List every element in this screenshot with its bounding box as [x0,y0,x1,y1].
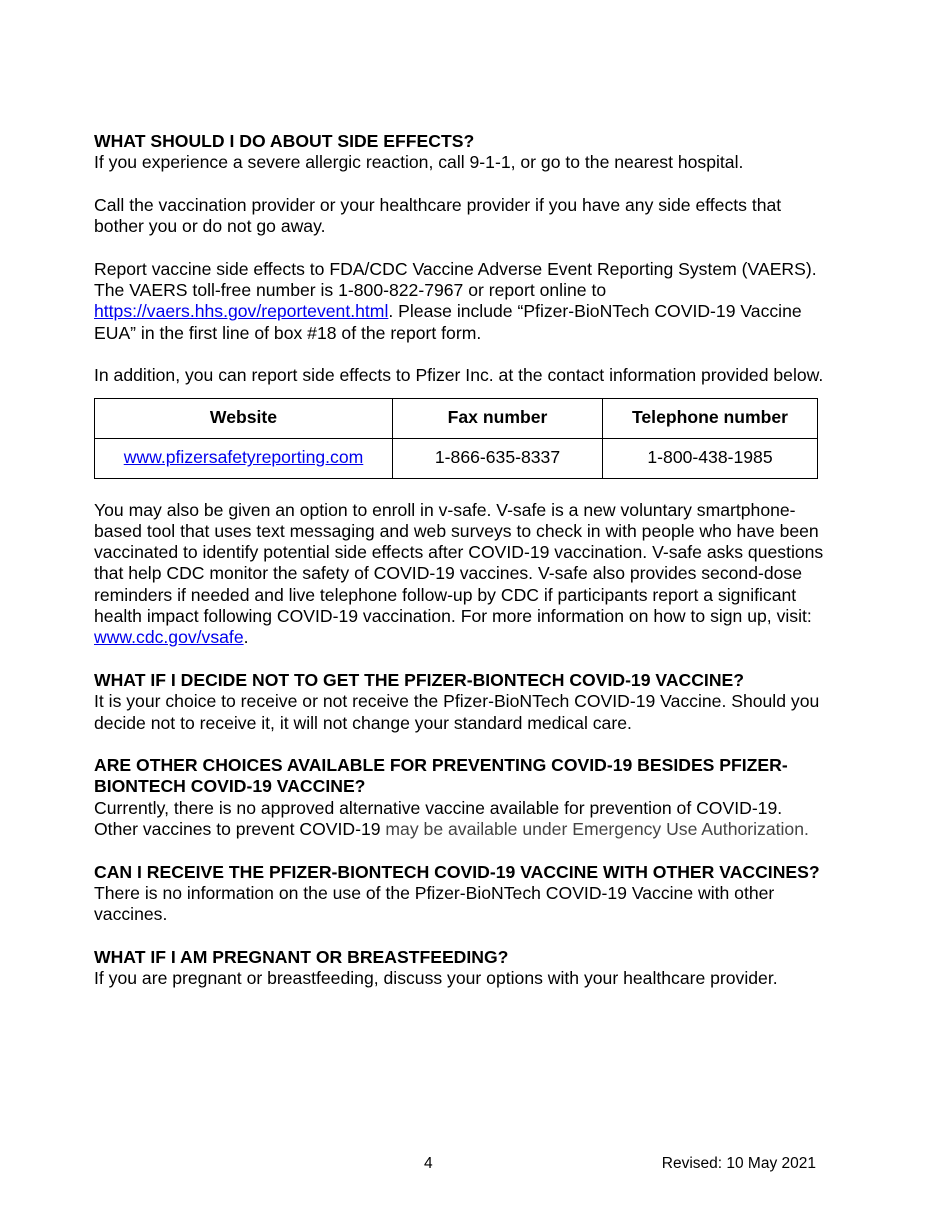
side-effects-vaers-paragraph [94,259,824,344]
contact-table-header-row [95,398,818,438]
other-choices-body-eua: may be available under Emergency Use Authorization. [385,819,809,840]
page-number: 4 [424,1155,433,1172]
contact-header-website: Website [95,398,393,438]
vsafe-paragraph [94,500,824,649]
side-effects-allergic-paragraph: If you experience a severe allergic reaction, call 9-1-1, or go to the nearest hospital. [94,152,744,173]
side-effects-provider-paragraph: Call the vaccination provider or your healthcare provider if you have any side effects that bother you or do not go away. [94,194,782,237]
document-page [94,131,824,989]
pregnant-heading: WHAT IF I AM PREGNANT OR BREASTFEEDING? [94,946,509,967]
contact-table-row [95,438,818,478]
contact-website-cell [95,438,393,478]
vsafe-link[interactable]: www.cdc.gov/vsafe [94,627,244,648]
contact-fax-cell: 1-866-635-8337 [393,438,603,478]
vaers-text-after: . Please include “Pfizer-BioNTech COVID-19 Vaccine EUA” in the first line of box #18 of the report form. [94,301,802,343]
side-effects-heading: WHAT SHOULD I DO ABOUT SIDE EFFECTS? [94,131,475,151]
revised-date: Revised: 10 May 2021 [661,1155,816,1172]
vaers-text-before: Report vaccine side effects to FDA/CDC Vaccine Adverse Event Reporting System (VAERS). The VAERS toll-free number is 1-800-822-7967 or report online to [94,258,817,301]
contact-header-fax: Fax number [393,398,603,438]
vsafe-text: You may also be given an option to enroll in v-safe. V-safe is a new voluntary smartphone-based tool that uses text messaging and web surveys to check in with people who have been vaccinated to identify potential side effects after COVID-19 vaccination. V-safe asks questions that help CDC monitor the safety of COVID-19 vaccines. V-safe also provides second-dose reminders if needed and live telephone follow-up by CDC if participants report a significant health impact following COVID-19 vaccination. For more information on how to sign up, visit: [94,499,824,627]
vaers-report-link[interactable]: https://vaers.hhs.gov/reportevent.html [94,301,389,322]
other-choices-heading: ARE OTHER CHOICES AVAILABLE FOR PREVENTING COVID-19 BESIDES PFIZER-BIONTECH COVID-19 VACCINE? [94,755,788,797]
contact-header-telephone: Telephone number [603,398,818,438]
decide-not-heading: WHAT IF I DECIDE NOT TO GET THE PFIZER-BIONTECH COVID-19 VACCINE? [94,669,745,690]
other-vaccines-body: There is no information on the use of the Pfizer-BioNTech COVID-19 Vaccine with other vaccines. [94,882,775,925]
pfizer-safety-website-link[interactable]: www.pfizersafetyreporting.com [123,447,364,468]
pregnant-body: If you are pregnant or breastfeeding, discuss your options with your healthcare provider. [94,968,778,989]
decide-not-body: It is your choice to receive or not receive the Pfizer-BioNTech COVID-19 Vaccine. Should you decide not to receive it, it will not change your standard medical care. [94,691,820,733]
other-vaccines-heading: CAN I RECEIVE THE PFIZER-BIONTECH COVID-19 VACCINE WITH OTHER VACCINES? [94,861,820,882]
side-effects-pfizer-paragraph: In addition, you can report side effects to Pfizer Inc. at the contact information provided below. [94,365,824,386]
other-choices-body-main: Currently, there is no approved alternative vaccine available for prevention of COVID-19. Other vaccines to prevent COVID-19 [94,797,783,840]
other-choices-body [94,798,824,841]
contact-table [94,398,818,479]
vsafe-text-after: . [243,627,249,648]
contact-telephone-cell: 1-800-438-1985 [603,438,818,478]
